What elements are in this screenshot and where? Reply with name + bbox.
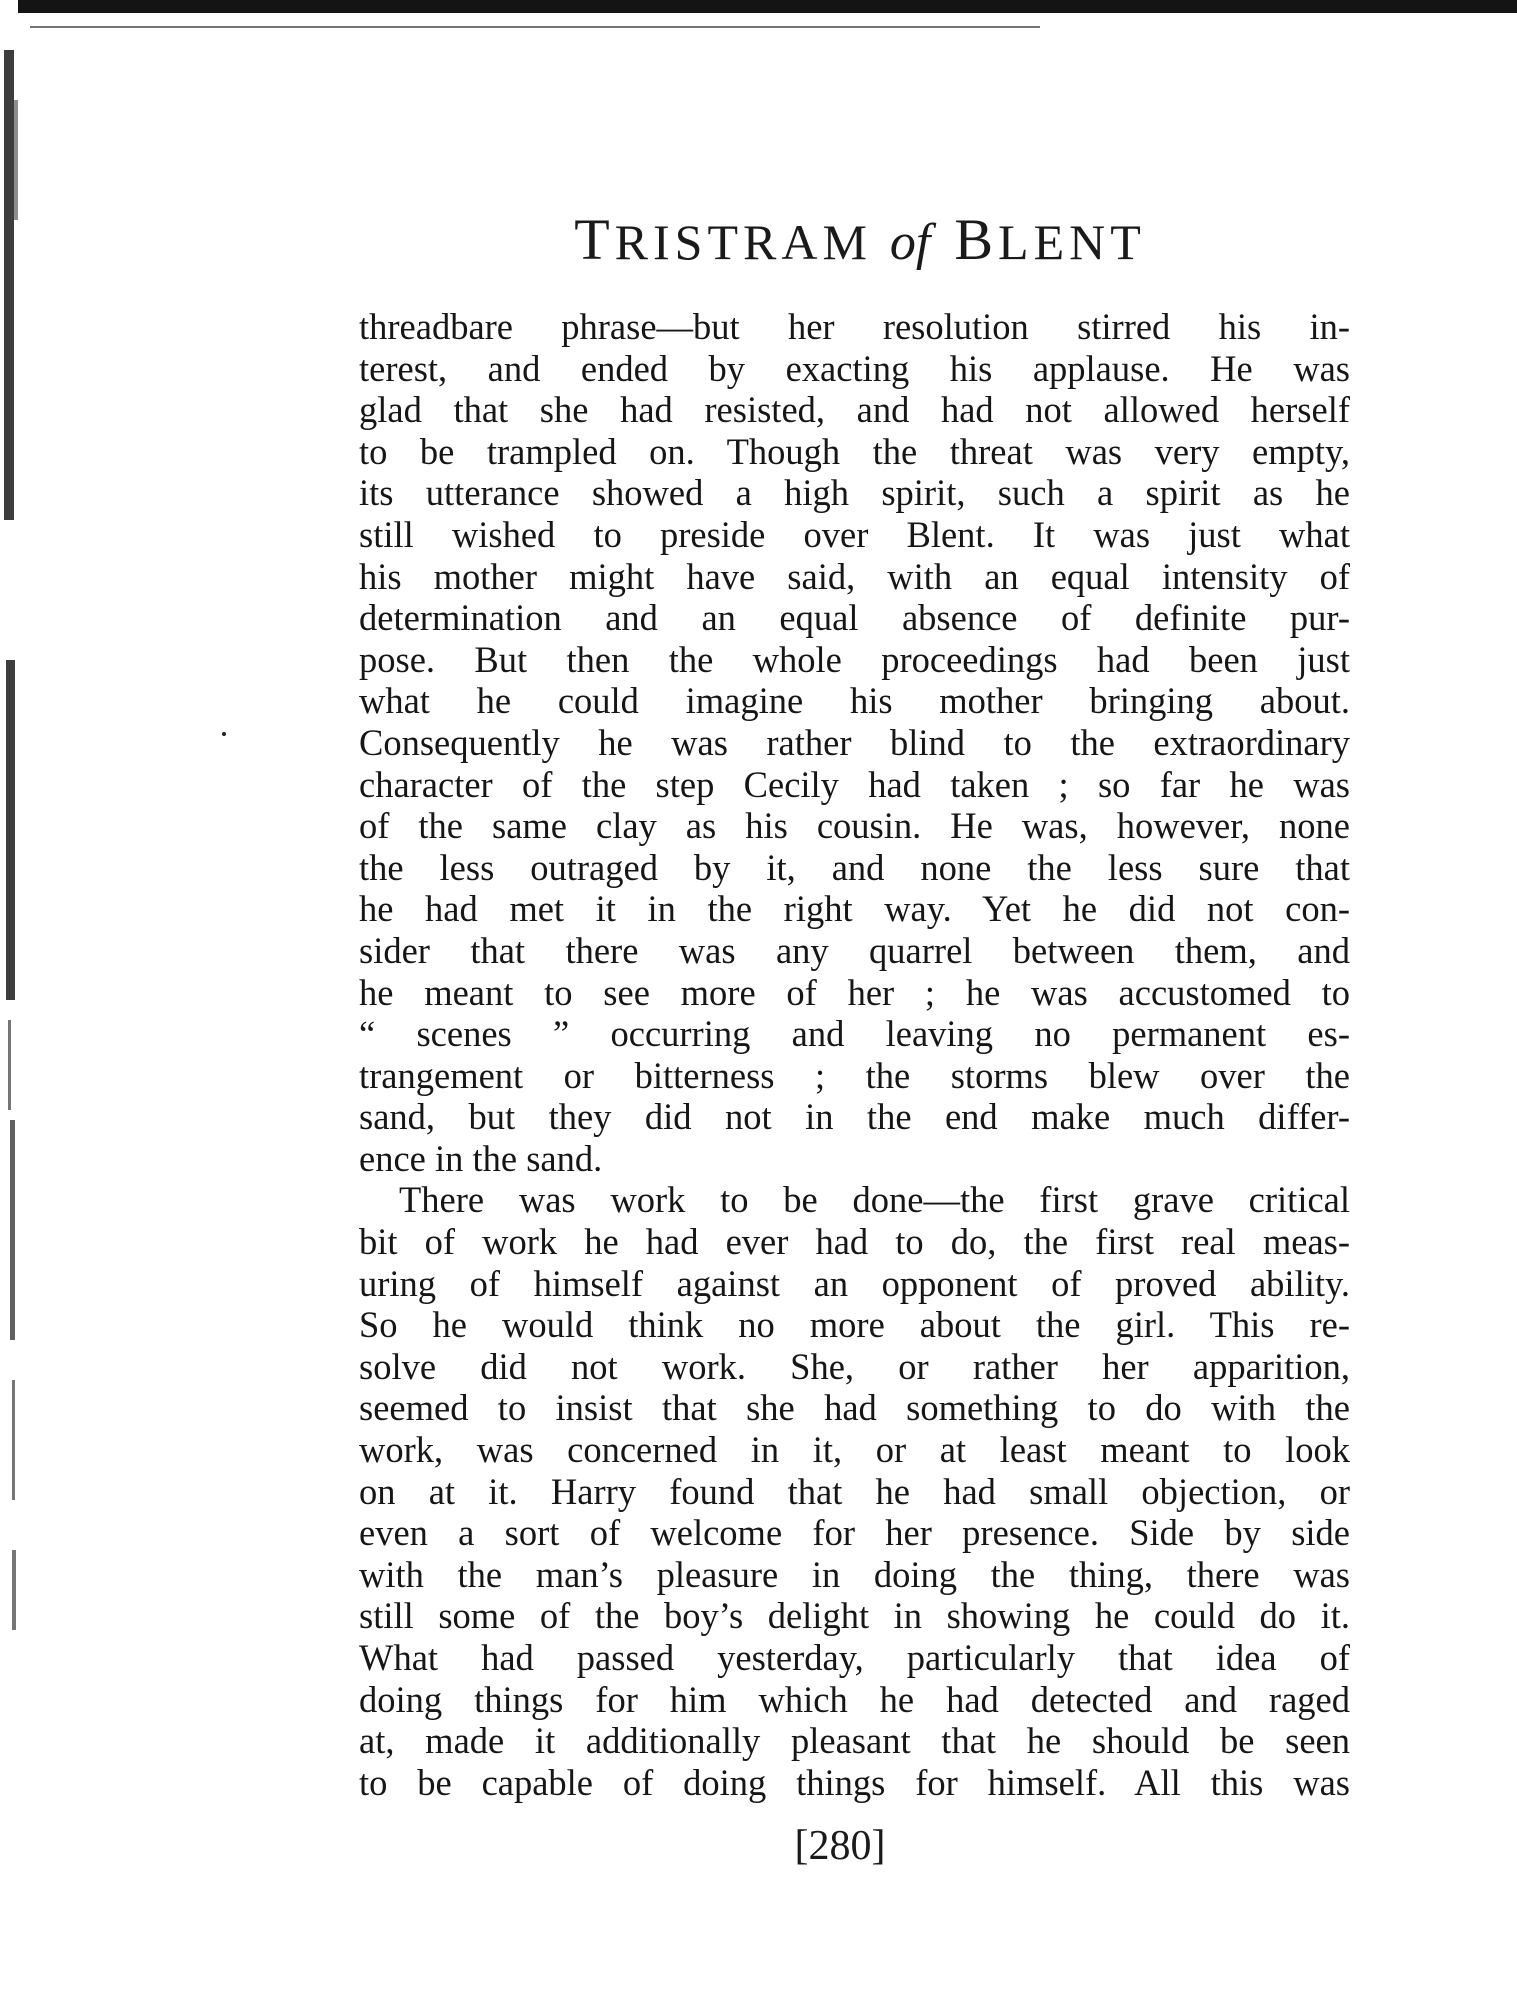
- text-line: trangement or bitterness ; the storms blew over the: [359, 1054, 1350, 1096]
- body-text: [359, 306, 1350, 1803]
- header-word-blent: LENT: [998, 214, 1146, 270]
- text-line: threadbare phrase—but her resolution stirred his in-: [359, 306, 1350, 347]
- text-line: solve did not work. She, or rather her apparition,: [359, 1345, 1350, 1387]
- text-line: uring of himself against an opponent of proved ability.: [359, 1262, 1350, 1304]
- text-line: determination and an equal absence of definite pur-: [359, 597, 1350, 639]
- text-line: still some of the boy’s delight in showing he could do it.: [359, 1595, 1350, 1637]
- text-line: he had met it in the right way. Yet he did not con-: [359, 888, 1350, 930]
- text-line: What had passed yesterday, particularly that idea of: [359, 1637, 1350, 1678]
- text-line: character of the step Cecily had taken ; so far he was: [359, 763, 1350, 805]
- text-line: he meant to see more of her ; he was accustomed to: [359, 971, 1350, 1013]
- text-line: terest, and ended by exacting his applause. He was: [359, 347, 1350, 389]
- text-line: what he could imagine his mother bringing about.: [359, 680, 1350, 722]
- header-word-tristram: RISTRAM: [614, 214, 872, 270]
- text-line: the less outraged by it, and none the less sure that: [359, 846, 1350, 888]
- text-line: work, was concerned in it, or at least meant to look: [359, 1429, 1350, 1471]
- text-line: to be trampled on. Though the threat was very empty,: [359, 430, 1350, 472]
- header-word-of: of: [889, 214, 931, 271]
- text-line: pose. But then the whole proceedings had been just: [359, 638, 1350, 680]
- text-line: sider that there was any quarrel between them, and: [359, 929, 1350, 971]
- text-line: his mother might have said, with an equal intensity of: [359, 555, 1350, 597]
- text-line: of the same clay as his cousin. He was, however, none: [359, 805, 1350, 847]
- text-line: at, made it additionally pleasant that he should be seen: [359, 1720, 1350, 1762]
- text-line: glad that she had resisted, and had not allowed herself: [359, 389, 1350, 431]
- text-line: seemed to insist that she had something to do with the: [359, 1387, 1350, 1429]
- scan-speck: [222, 732, 226, 736]
- scan-binding-edge: [0, 20, 30, 1860]
- header-initial-b: B: [954, 207, 999, 272]
- text-line: So he would think no more about the girl. This re-: [359, 1304, 1350, 1346]
- text-line: even a sort of welcome for her presence. Side by side: [359, 1512, 1350, 1554]
- text-line: with the man’s pleasure in doing the thing, there was: [359, 1553, 1350, 1595]
- paragraph-start-line: There was work to be done—the first grave critical: [399, 1179, 1350, 1221]
- top-rule-thin: [30, 26, 1040, 28]
- header-initial-t: T: [574, 207, 615, 272]
- text-line: to be capable of doing things for himself. All this was: [359, 1761, 1350, 1803]
- text-line: doing things for him which he had detected and raged: [359, 1678, 1350, 1720]
- text-line: bit of work he had ever had to do, the first real meas-: [359, 1221, 1350, 1263]
- top-rule: [18, 0, 1517, 13]
- text-line: its utterance showed a high spirit, such a spirit as he: [359, 472, 1350, 514]
- text-line: Consequently he was rather blind to the extraordinary: [359, 721, 1350, 763]
- page-number: [280]: [794, 1823, 886, 1869]
- paragraph-end-line: ence in the sand.: [359, 1137, 603, 1179]
- text-line: “ scenes ” occurring and leaving no permanent es-: [359, 1013, 1350, 1055]
- text-line: still wished to preside over Blent. It was just what: [359, 513, 1350, 555]
- text-line: sand, but they did not in the end make much differ-: [359, 1096, 1350, 1138]
- text-line: on at it. Harry found that he had small objection, or: [359, 1470, 1350, 1512]
- running-header: [360, 207, 1360, 273]
